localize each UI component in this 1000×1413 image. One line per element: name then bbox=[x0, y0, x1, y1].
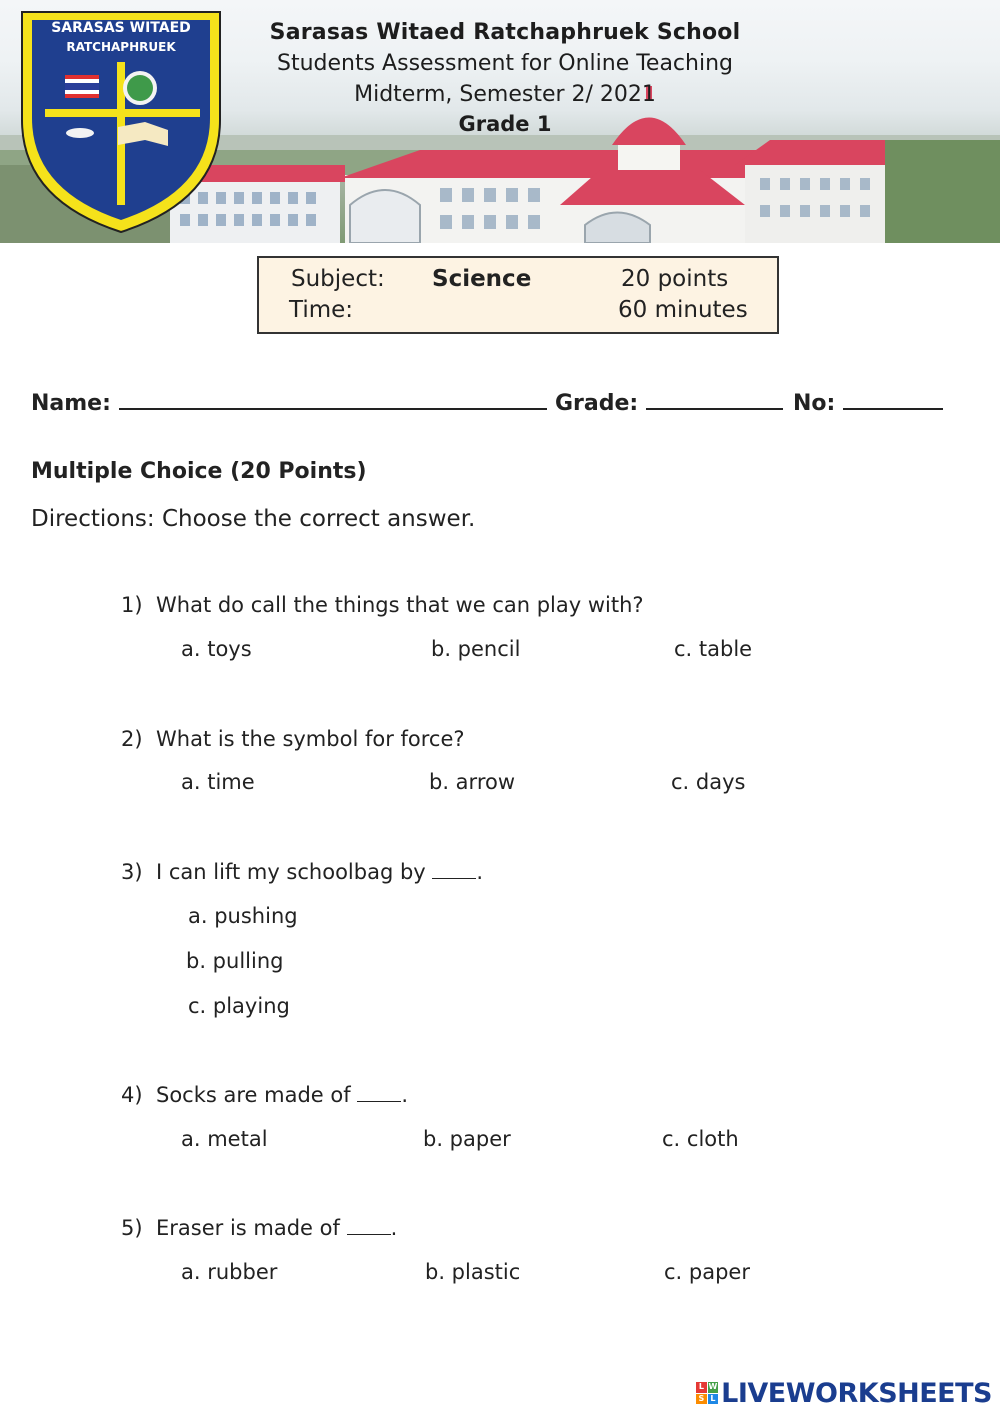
number-field[interactable] bbox=[793, 388, 943, 416]
question-text: I can lift my schoolbag by bbox=[156, 860, 433, 884]
question-number: 1) bbox=[121, 593, 143, 617]
answer-blank bbox=[432, 862, 476, 879]
question-text: Socks are made of bbox=[156, 1083, 358, 1107]
grade-title: Grade 1 bbox=[458, 112, 552, 136]
crest-top-text: SARASAS WITAED bbox=[51, 20, 191, 36]
grade-blank[interactable] bbox=[646, 388, 783, 410]
number-blank[interactable] bbox=[843, 388, 943, 410]
q5-option-a[interactable]: a. rubber bbox=[181, 1260, 278, 1284]
question-number: 3) bbox=[121, 860, 143, 884]
grade-field[interactable] bbox=[555, 388, 783, 416]
term-title: Midterm, Semester 2/ 2021 bbox=[354, 82, 656, 107]
liveworksheets-logo[interactable] bbox=[696, 1376, 992, 1410]
q4-option-c[interactable]: c. cloth bbox=[662, 1127, 739, 1151]
question-number: 4) bbox=[121, 1083, 143, 1107]
q2-option-c[interactable]: c. days bbox=[671, 770, 746, 794]
q1-option-b[interactable]: b. pencil bbox=[431, 637, 521, 661]
question-number: 2) bbox=[121, 727, 143, 751]
liveworksheets-badge-icon: L W S L bbox=[696, 1382, 718, 1404]
assessment-title: Students Assessment for Online Teaching bbox=[277, 51, 733, 76]
q3-option-c[interactable]: c. playing bbox=[188, 994, 290, 1018]
question-1 bbox=[121, 593, 644, 617]
time-value: 60 minutes bbox=[618, 297, 748, 323]
grade-label: Grade: bbox=[555, 391, 639, 416]
question-text-end: . bbox=[390, 1216, 398, 1240]
exam-info-box bbox=[257, 256, 779, 334]
q5-option-c[interactable]: c. paper bbox=[664, 1260, 750, 1284]
q2-option-a[interactable]: a. time bbox=[181, 770, 255, 794]
subject-value: Science bbox=[432, 266, 532, 292]
subject-label: Subject: bbox=[291, 266, 385, 292]
name-blank[interactable] bbox=[119, 388, 547, 410]
question-text-end: . bbox=[401, 1083, 408, 1107]
answer-blank bbox=[347, 1218, 391, 1235]
name-field[interactable] bbox=[31, 388, 547, 416]
liveworksheets-brand: LIVEWORKSHEETS bbox=[721, 1377, 992, 1409]
q4-option-b[interactable]: b. paper bbox=[423, 1127, 511, 1151]
points-value: 20 points bbox=[621, 266, 729, 292]
question-number: 5) bbox=[121, 1216, 143, 1240]
q4-option-a[interactable]: a. metal bbox=[181, 1127, 268, 1151]
header-banner bbox=[0, 0, 1000, 243]
q3-option-b[interactable]: b. pulling bbox=[186, 949, 284, 973]
q1-option-c[interactable]: c. table bbox=[674, 637, 753, 661]
question-4 bbox=[121, 1083, 408, 1107]
question-text: Eraser is made of bbox=[156, 1216, 347, 1240]
crest-sub-text: RATCHAPHRUEK bbox=[66, 40, 176, 54]
question-3 bbox=[121, 860, 483, 884]
question-2 bbox=[121, 727, 465, 751]
question-text: What do call the things that we can play with? bbox=[156, 593, 644, 617]
no-label: No: bbox=[793, 391, 836, 416]
question-text: What is the symbol for force? bbox=[156, 727, 465, 751]
q5-option-b[interactable]: b. plastic bbox=[425, 1260, 521, 1284]
school-name: Sarasas Witaed Ratchaphruek School bbox=[269, 20, 741, 45]
answer-blank bbox=[357, 1085, 401, 1102]
time-label: Time: bbox=[289, 297, 354, 323]
name-label: Name: bbox=[31, 391, 111, 416]
q2-option-b[interactable]: b. arrow bbox=[429, 770, 516, 794]
q3-option-a[interactable]: a. pushing bbox=[188, 904, 298, 928]
section-title: Multiple Choice (20 Points) bbox=[31, 459, 367, 484]
directions: Directions: Choose the correct answer. bbox=[31, 506, 476, 532]
question-text-end: . bbox=[476, 860, 484, 884]
q1-option-a[interactable]: a. toys bbox=[181, 637, 252, 661]
question-5 bbox=[121, 1216, 397, 1240]
